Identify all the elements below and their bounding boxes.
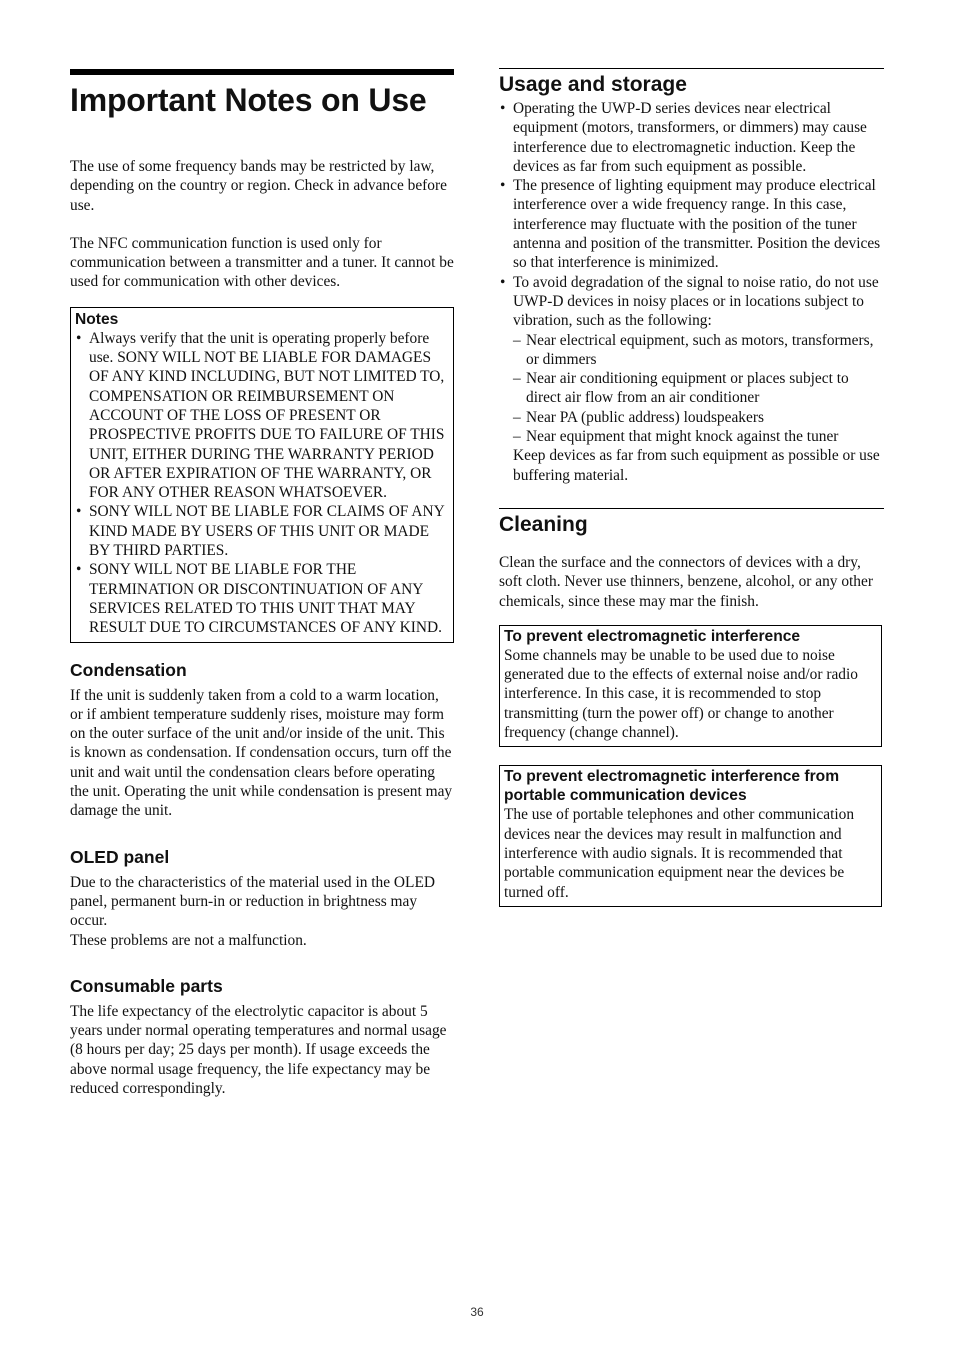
page-number: 36 bbox=[470, 1305, 484, 1319]
oled-body: Due to the characteristics of the material used in the OLED panel, permanent burn-in or reduction in brightness may occur. bbox=[70, 873, 435, 930]
usage-closing: Keep devices as far from such equipment as possible or use buffering material. bbox=[513, 447, 880, 484]
notes-title: Notes bbox=[75, 310, 119, 328]
list-item-text: To avoid degradation of the signal to noise ratio, do not use UWP-D devices in noisy places or in locations subject to vibration, such as the following: bbox=[513, 273, 879, 330]
list-item: • SONY WILL NOT BE LIABLE FOR THE TERMINATION OR DISCONTINUATION OF ANY SERVICES RELATED TO THIS UNIT THAT MAY RESULT DUE TO CIRCUMSTANCES OF ANY KIND. bbox=[75, 560, 445, 637]
usage-list bbox=[499, 99, 884, 485]
usage-sublist bbox=[513, 331, 884, 447]
list-item: • Operating the UWP-D series devices near electrical equipment (motors, transformers, or dimmers) may cause interference due to electromagnetic induction. Keep the devices as far from such equipment as possible. bbox=[499, 99, 884, 176]
cleaning-body: Clean the surface and the connectors of devices with a dry, soft cloth. Never use thinners, benzene, alcohol, or any other chemicals, since these may mar the finish. bbox=[499, 553, 873, 610]
condensation-heading: Condensation bbox=[70, 659, 187, 680]
emi-box-body: Some channels may be unable to be used due to noise generated due to the effects of external noise and/or radio interference. In this case, it is recommended to stop transmitting (turn the power off) or change to another frequency (change channel). bbox=[504, 646, 858, 742]
oled-heading: OLED panel bbox=[70, 846, 170, 867]
left-column bbox=[70, 69, 454, 1098]
list-item: • Always verify that the unit is operating properly before use. SONY WILL NOT BE LIABLE FOR DAMAGES OF ANY KIND INCLUDING, BUT NOT LIMITED TO, COMPENSATION OR REIMBURSEMENT ON ACCOUNT OF THE LOSS OF PRESENT OR PROSPECTIVE PROFITS DUE TO FAILURE OF THIS UNIT, EITHER DURING THE WARRANTY PERIOD OR AFTER EXPIRATION OF THE WARRANTY, OR FOR ANY OTHER REASON WHATSOEVER. bbox=[75, 329, 445, 503]
sublist-item: – Near PA (public address) loudspeakers bbox=[513, 408, 884, 427]
notes-list bbox=[75, 329, 445, 638]
right-column bbox=[499, 68, 884, 907]
page-title: Important Notes on Use bbox=[70, 69, 454, 119]
emi-box bbox=[499, 625, 882, 747]
cleaning-heading: Cleaning bbox=[499, 508, 884, 539]
consumable-heading: Consumable parts bbox=[70, 975, 223, 996]
emi-portable-box-body: The use of portable telephones and other communication devices near the devices may result in malfunction and interference with audio signals. It is recommended that portable communication equipment near the devices be turned off. bbox=[504, 806, 855, 901]
emi-portable-box bbox=[499, 765, 882, 906]
oled-body-note: These problems are not a malfunction. bbox=[70, 931, 307, 949]
sublist-item: – Near electrical equipment, such as motors, transformers, or dimmers bbox=[513, 331, 884, 370]
emi-portable-box-title: To prevent electromagnetic interference from portable communication devices bbox=[504, 768, 840, 805]
list-item bbox=[499, 273, 884, 485]
intro-paragraph-nfc: The NFC communication function is used only for communication between a transmitter and a tuner. It cannot be used for communication with other devices. bbox=[70, 234, 454, 291]
sublist-item: – Near equipment that might knock against the tuner bbox=[513, 427, 884, 446]
notes-box bbox=[70, 307, 454, 643]
emi-box-title: To prevent electromagnetic interference bbox=[504, 627, 801, 645]
sublist-item: – Near air conditioning equipment or places subject to direct air flow from an air conditioner bbox=[513, 369, 884, 408]
consumable-body: The life expectancy of the electrolytic capacitor is about 5 years under normal operating temperatures and normal usage (8 hours per day; 25 days per month). If usage exceeds the above normal usage frequency, the life expectancy may be reduced correspondingly. bbox=[70, 1002, 447, 1097]
condensation-body: If the unit is suddenly taken from a cold to a warm location, or if ambient temperature suddenly rises, moisture may form on the outer surface of the unit and/or inside of the unit. This is known as condensation. If condensation occurs, turn off the unit and wait until the condensation clears before operating the unit. Operating the unit while condensation is present may damage the unit. bbox=[70, 686, 453, 820]
list-item: • SONY WILL NOT BE LIABLE FOR CLAIMS OF ANY KIND MADE BY USERS OF THIS UNIT OR MADE BY THIRD PARTIES. bbox=[75, 502, 445, 560]
list-item: • The presence of lighting equipment may produce electrical interference over a wide frequency range. In this case, interference may fluctuate with the position of the tuner antenna and position of the transmitter. Position the devices so that interference is minimized. bbox=[499, 176, 884, 272]
usage-heading: Usage and storage bbox=[499, 68, 884, 99]
intro-paragraph-frequency: The use of some frequency bands may be restricted by law, depending on the country or region. Check in advance before use. bbox=[70, 158, 447, 214]
